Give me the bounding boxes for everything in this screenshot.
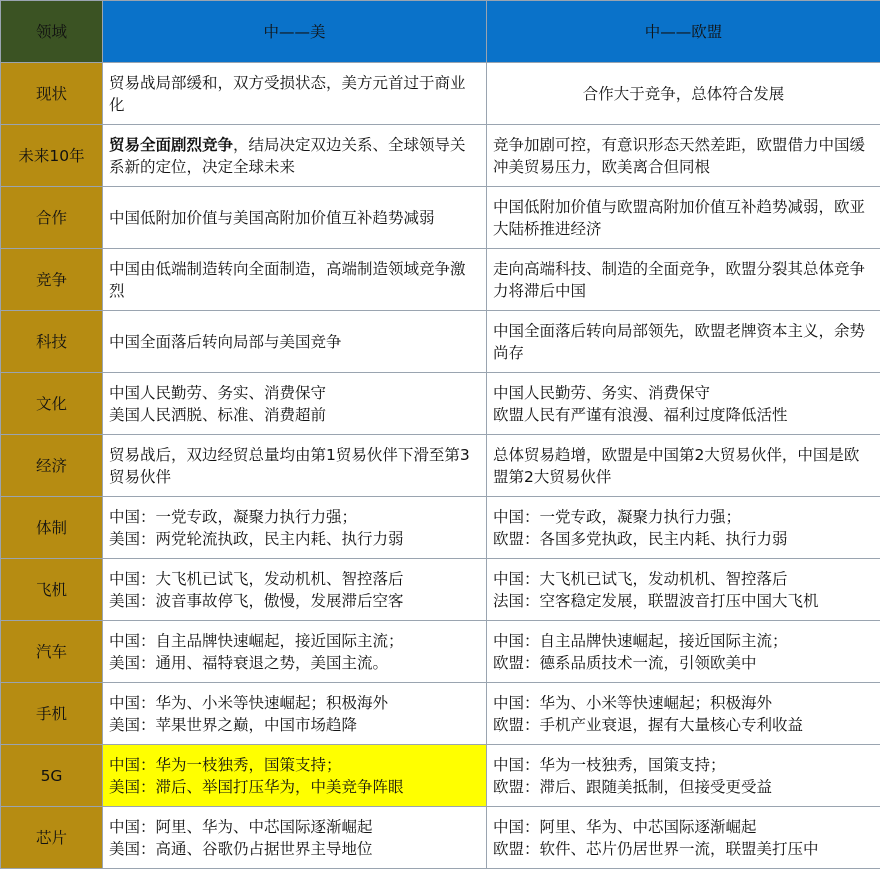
line-eu: 欧盟：德系品质技术一流，引领欧美中 [493, 653, 757, 672]
cell-china-us [103, 125, 487, 187]
line-us: 美国：滞后、举国打压华为，中美竞争阵眼 [109, 777, 404, 796]
table-row [1, 807, 880, 869]
table-row [1, 559, 880, 621]
cell-china-us [103, 373, 487, 435]
table-row [1, 683, 880, 745]
cell-china-eu [487, 559, 880, 621]
cell-china-us [103, 807, 487, 869]
cell-china-eu: 走向高端科技、制造的全面竞争，欧盟分裂其总体竞争力将滞后中国 [487, 249, 880, 311]
line-china: 中国：华为、小米等快速崛起；积极海外 [493, 693, 773, 712]
cell-china-us [103, 559, 487, 621]
line-us: 美国：通用、福特衰退之势，美国主流。 [109, 653, 389, 672]
cell-china-eu: 合作大于竞争，总体符合发展 [487, 63, 880, 125]
line-china: 中国人民勤劳、务实、消费保守 [493, 383, 711, 402]
line-eu: 法国：空客稳定发展，联盟波音打压中国大飞机 [493, 591, 819, 610]
cell-china-eu [487, 621, 880, 683]
line-china: 中国：华为一枝独秀，国策支持； [109, 755, 342, 774]
table-row [1, 249, 880, 311]
header-china-eu: 中——欧盟 [487, 1, 880, 63]
cell-china-eu [487, 807, 880, 869]
line-eu: 欧盟：各国多党执政，民主内耗、执行力弱 [493, 529, 788, 548]
cell-china-eu: 总体贸易趋增，欧盟是中国第2大贸易伙伴，中国是欧盟第2大贸易伙伴 [487, 435, 880, 497]
row-label: 汽车 [1, 621, 103, 683]
row-label: 芯片 [1, 807, 103, 869]
line-china: 中国：华为一枝独秀，国策支持； [493, 755, 726, 774]
cell-china-us: 贸易战局部缓和，双方受损状态，美方元首过于商业化 [103, 63, 487, 125]
line-eu: 欧盟：软件、芯片仍居世界一流，联盟美打压中 [493, 839, 819, 858]
line-china: 中国：自主品牌快速崛起，接近国际主流； [493, 631, 788, 650]
cell-china-us [103, 683, 487, 745]
row-label: 手机 [1, 683, 103, 745]
line-us: 美国人民洒脱、标准、消费超前 [109, 405, 327, 424]
table-row [1, 187, 880, 249]
cell-china-eu [487, 745, 880, 807]
cell-china-eu [487, 497, 880, 559]
cell-china-us: 贸易战后，双边经贸总量均由第1贸易伙伴下滑至第3贸易伙伴 [103, 435, 487, 497]
cell-china-eu: 中国全面落后转向局部领先，欧盟老牌资本主义，余势尚存 [487, 311, 880, 373]
line-china: 中国：大飞机已试飞，发动机机、智控落后 [493, 569, 788, 588]
cell-china-eu: 竞争加剧可控，有意识形态天然差距，欧盟借力中国缓冲美贸易压力，欧美离合但同根 [487, 125, 880, 187]
table-row [1, 63, 880, 125]
line-eu: 欧盟：滞后、跟随美抵制，但接受更受益 [493, 777, 773, 796]
line-china: 中国人民勤劳、务实、消费保守 [109, 383, 327, 402]
table-row [1, 621, 880, 683]
row-label: 科技 [1, 311, 103, 373]
header-row [1, 1, 880, 63]
row-label: 合作 [1, 187, 103, 249]
table-row [1, 311, 880, 373]
line-china: 中国：阿里、华为、中芯国际逐渐崛起 [493, 817, 757, 836]
table-row [1, 497, 880, 559]
cell-china-us [103, 497, 487, 559]
line-china: 中国：大飞机已试飞，发动机机、智控落后 [109, 569, 404, 588]
header-china-us: 中——美 [103, 1, 487, 63]
row-label: 飞机 [1, 559, 103, 621]
line-us: 美国：波音事故停飞，傲慢，发展滞后空客 [109, 591, 404, 610]
cell-china-us: 中国由低端制造转向全面制造，高端制造领域竞争激烈 [103, 249, 487, 311]
line-china: 中国：一党专政，凝聚力执行力强； [493, 507, 742, 526]
line-eu: 欧盟：手机产业衰退，握有大量核心专利收益 [493, 715, 804, 734]
line-us: 美国：两党轮流执政，民主内耗、执行力弱 [109, 529, 404, 548]
row-label: 未来10年 [1, 125, 103, 187]
line-china: 中国：一党专政，凝聚力执行力强； [109, 507, 358, 526]
header-domain: 领域 [1, 1, 103, 63]
row-label: 5G [1, 745, 103, 807]
table-row [1, 125, 880, 187]
line-eu: 欧盟人民有严谨有浪漫、福利过度降低活性 [493, 405, 788, 424]
line-us: 美国：苹果世界之巅，中国市场趋降 [109, 715, 358, 734]
cell-text: ，结局决定双边关系、全球领导关系新的定位，决定全球未来 [109, 135, 466, 176]
table-row [1, 745, 880, 807]
cell-china-eu [487, 373, 880, 435]
bold-text: 贸易全面剧烈竞争 [109, 135, 234, 154]
cell-china-us: 中国低附加价值与美国高附加价值互补趋势减弱 [103, 187, 487, 249]
line-us: 美国：高通、谷歌仍占据世界主导地位 [109, 839, 373, 858]
row-label: 文化 [1, 373, 103, 435]
row-label: 竞争 [1, 249, 103, 311]
cell-china-us [103, 621, 487, 683]
cell-china-eu [487, 683, 880, 745]
row-label: 体制 [1, 497, 103, 559]
table-row [1, 435, 880, 497]
table-row [1, 373, 880, 435]
cell-china-us: 中国全面落后转向局部与美国竞争 [103, 311, 487, 373]
cell-china-eu: 中国低附加价值与欧盟高附加价值互补趋势减弱，欧亚大陆桥推进经济 [487, 187, 880, 249]
line-china: 中国：华为、小米等快速崛起；积极海外 [109, 693, 389, 712]
line-china: 中国：自主品牌快速崛起，接近国际主流； [109, 631, 404, 650]
line-china: 中国：阿里、华为、中芯国际逐渐崛起 [109, 817, 373, 836]
row-label: 经济 [1, 435, 103, 497]
cell-china-us-highlighted [103, 745, 487, 807]
row-label: 现状 [1, 63, 103, 125]
